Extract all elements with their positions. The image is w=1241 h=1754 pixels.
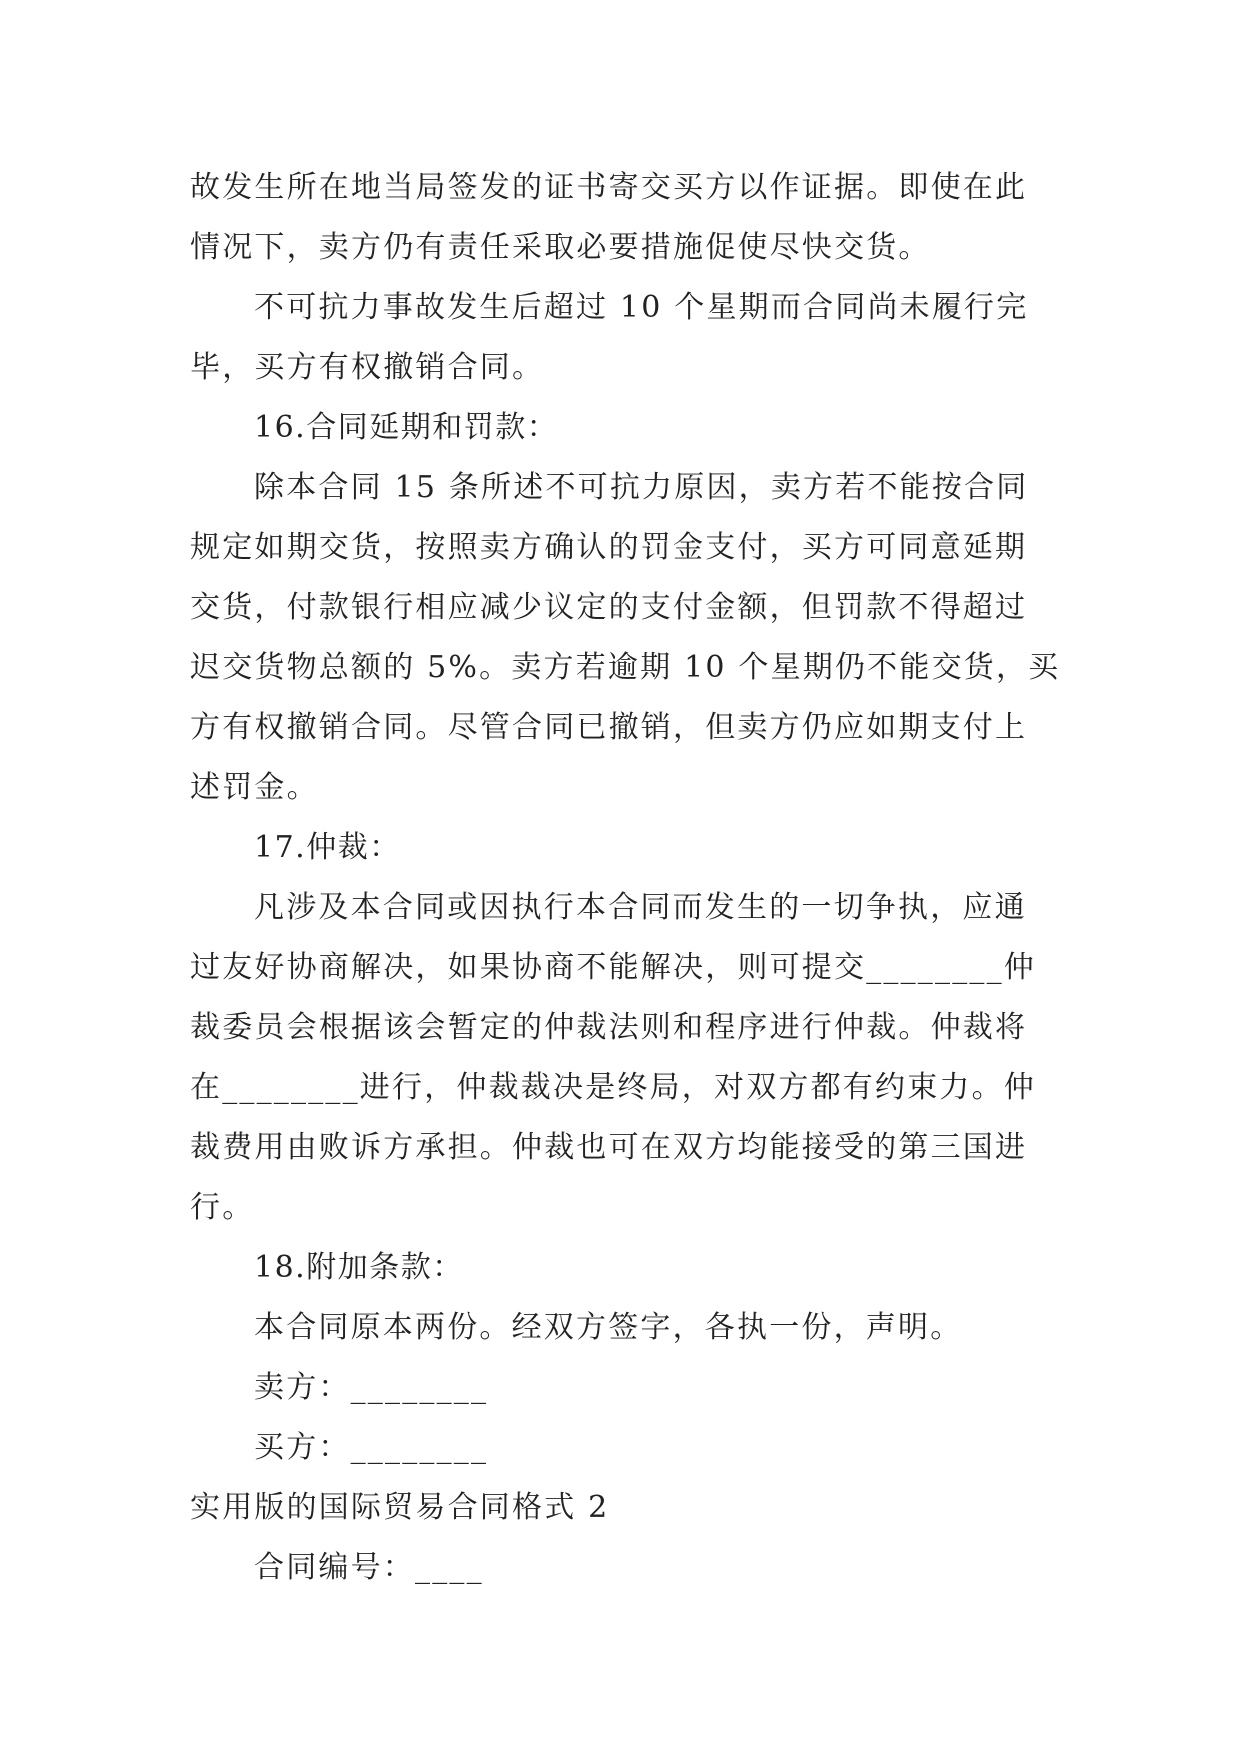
paragraph-line: 迟交货物总额的 5%。卖方若逾期 10 个星期仍不能交货，买 [190, 650, 1061, 685]
contract-number-line: 合同编号：____ [254, 1550, 484, 1585]
paragraph-line: 裁委员会根据该会暂定的仲裁法则和程序进行仲裁。仲裁将 [190, 1010, 1028, 1045]
paragraph-line: 交货，付款银行相应减少议定的支付金额，但罚款不得超过 [190, 590, 1028, 625]
paragraph-line: 规定如期交货，按照卖方确认的罚金支付，买方可同意延期 [190, 530, 1028, 565]
document-subtitle: 实用版的国际贸易合同格式 2 [190, 1490, 610, 1525]
section-heading-18: 18.附加条款： [254, 1250, 464, 1285]
paragraph-line: 情况下，卖方仍有责任采取必要措施促使尽快交货。 [190, 230, 931, 265]
paragraph-line: 过友好协商解决，如果协商不能解决，则可提交________仲 [190, 950, 1036, 985]
paragraph-line: 述罚金。 [190, 770, 319, 805]
paragraph-line: 裁费用由败诉方承担。仲裁也可在双方均能接受的第三国进 [190, 1130, 1028, 1165]
seller-signature-line: 卖方：________ [254, 1370, 489, 1405]
paragraph-line: 除本合同 15 条所述不可抗力原因，卖方若不能按合同 [254, 470, 1029, 505]
paragraph-line: 毕，买方有权撤销合同。 [190, 350, 545, 385]
paragraph-line: 不可抗力事故发生后超过 10 个星期而合同尚未履行完 [254, 290, 1029, 325]
paragraph-line: 方有权撤销合同。尽管合同已撤销，但卖方仍应如期支付上 [190, 710, 1028, 745]
section-heading-16: 16.合同延期和罚款： [254, 410, 559, 445]
paragraph-line: 在________进行，仲裁裁决是终局，对双方都有约束力。仲 [190, 1070, 1036, 1105]
paragraph-line: 凡涉及本合同或因执行本合同而发生的一切争执，应通 [254, 890, 1027, 925]
section-heading-17: 17.仲裁： [254, 830, 401, 865]
document-body [190, 158, 1061, 1598]
buyer-signature-line: 买方：________ [254, 1430, 489, 1465]
paragraph-line: 本合同原本两份。经双方签字，各执一份，声明。 [254, 1310, 963, 1345]
paragraph-line: 行。 [190, 1190, 255, 1225]
paragraph-line: 故发生所在地当局签发的证书寄交买方以作证据。即使在此 [190, 170, 1028, 205]
